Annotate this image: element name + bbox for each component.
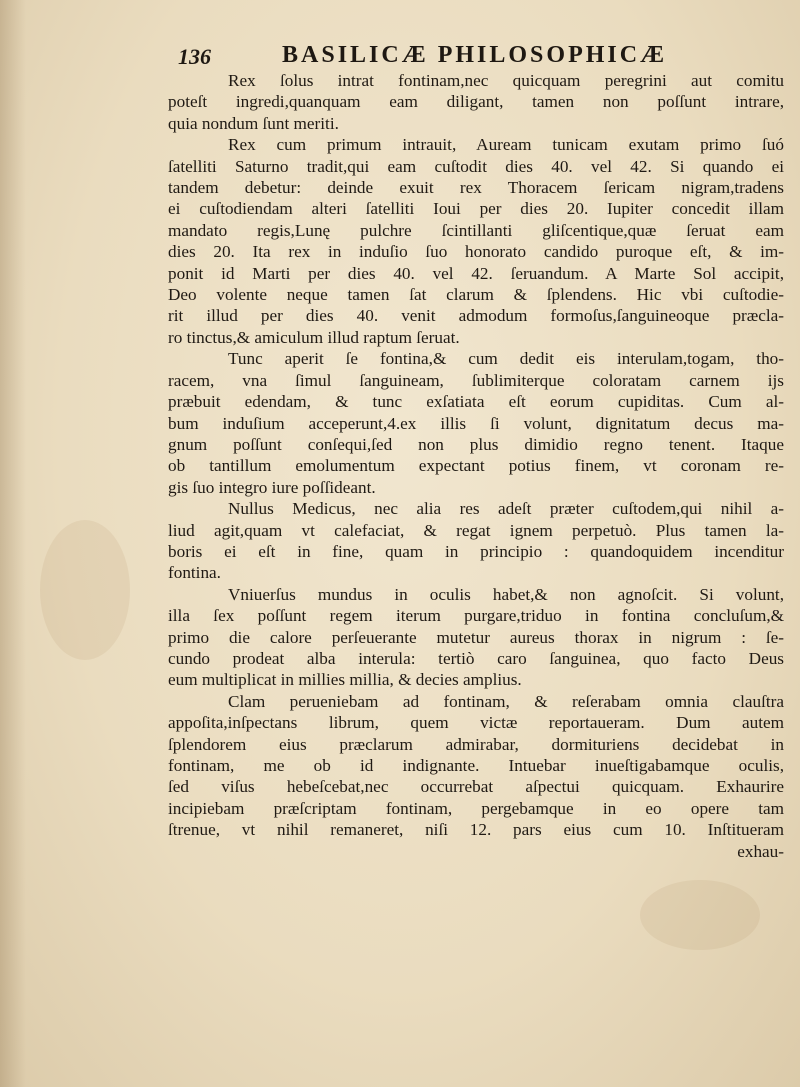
text-line: illa ſex poſſunt regem iterum purgare,triduo in fontina concluſum,&: [168, 606, 784, 626]
text-line: rit illud per dies 40. venit admodum formoſus,ſanguineoque præcla-: [168, 306, 784, 326]
text-line: cundo prodeat alba interula: tertiò caro ſanguinea, quo facto Deus: [168, 648, 784, 668]
text-line: quia nondum ſunt meriti.: [168, 113, 339, 133]
text-line: primo die calore perſeuerante mutetur aureus thorax in nigrum : ſe-: [168, 627, 784, 647]
text-line: Rex cum primum intrauit, Auream tunicam exutam primo ſuó: [228, 135, 784, 155]
running-title: BASILICÆ PHILOSOPHICÆ: [282, 42, 668, 68]
catchword: exhau-: [737, 841, 784, 861]
paper-stain: [640, 880, 760, 950]
text-line: ſatelliti Saturno tradit,qui eam cuſtodit dies 40. vel 42. Si quando ei: [168, 156, 784, 176]
text-line: ſtrenue, vt nihil remaneret, niſi 12. pars eius cum 10. Inſtitueram: [168, 820, 784, 840]
text-line: gis ſuo integro iure poſſideant.: [168, 477, 376, 497]
text-line: Deo volente neque tamen ſat clarum & ſplendens. Hic vbi cuſtodie-: [168, 285, 784, 305]
text-line: appoſita,inſpectans librum, quem victæ reportaueram. Dum autem: [168, 713, 784, 733]
text-line: fontina.: [168, 563, 221, 583]
page-header: [178, 38, 778, 72]
text-line: bum induſium acceperunt,4.ex illis ſi volunt, dignitatum decus ma-: [168, 413, 784, 433]
text-line: ob tantillum emolumentum expectant potius finem, vt coronam re-: [168, 456, 784, 476]
text-line: ſplendorem eius præclarum admirabar, dormituriens decidebat in: [168, 734, 784, 754]
text-line: ro tinctus,& amiculum illud raptum ſeruat.: [168, 327, 460, 347]
text-line: præbuit edendam, & tunc exſatiata eſt eorum cupiditas. Cum al-: [168, 392, 784, 412]
text-line: fontinam, me ob id indignante. Intuebar inueſtigabamque oculis,: [168, 756, 784, 775]
text-line: gnum poſſunt conſequi,ſed non plus dimidio regno tenent. Itaque: [168, 434, 784, 454]
text-line: liud agit,quam vt calefaciat, & regat ignem perpetuò. Plus tamen la-: [168, 520, 784, 540]
text-line: mandato regis,Lunę pulchre ſcintillanti gliſcentique,quæ ſeruat eam: [168, 220, 784, 240]
text-line: dies 20. Ita rex in induſio ſuo honorato candido puroque eſt, & im-: [168, 242, 784, 262]
paper-stain: [40, 520, 130, 660]
text-line: boris ei eſt in fine, quam in principio : quandoquidem incenditur: [168, 541, 784, 561]
text-line: tandem debetur: deinde exuit rex Thoracem ſericam nigram,tradens: [168, 178, 784, 198]
text-line: Rex ſolus intrat fontinam,nec quicquam peregrini aut comitu: [228, 71, 784, 90]
text-line: ſed viſus hebeſcebat,nec occurrebat aſpectui quicquam. Exhaurire: [168, 777, 784, 797]
page-number: 136: [178, 44, 211, 69]
text-line: Tunc aperit ſe fontina,& cum dedit eis interulam,togam, tho-: [228, 349, 784, 369]
text-line: ei cuſtodiendam alteri ſatelliti Ioui per dies 20. Iupiter concedit illam: [168, 199, 784, 219]
text-line: eum multiplicat in millies millia, & decies amplius.: [168, 670, 522, 690]
text-line: incipiebam præſcriptam fontinam, pergebamque in eo opere tam: [168, 798, 784, 818]
body-text: [168, 70, 784, 862]
text-line: Nullus Medicus, nec alia res adeſt præter cuſtodem,qui nihil a-: [228, 499, 784, 519]
text-line: Clam perueniebam ad fontinam, & reſerabam omnia clauſtra: [228, 691, 784, 711]
text-line: poteſt ingredi,quanquam eam diligant, tamen non poſſunt intrare,: [168, 92, 784, 112]
text-line: racem, vna ſimul ſanguineam, ſublimiterque coloratam carnem ijs: [168, 370, 784, 390]
text-line: Vniuerſus mundus in oculis habet,& non agnoſcit. Si volunt,: [228, 584, 784, 604]
text-line: ponit id Marti per dies 40. vel 42. ſeruandum. A Marte Sol accipit,: [168, 263, 784, 283]
